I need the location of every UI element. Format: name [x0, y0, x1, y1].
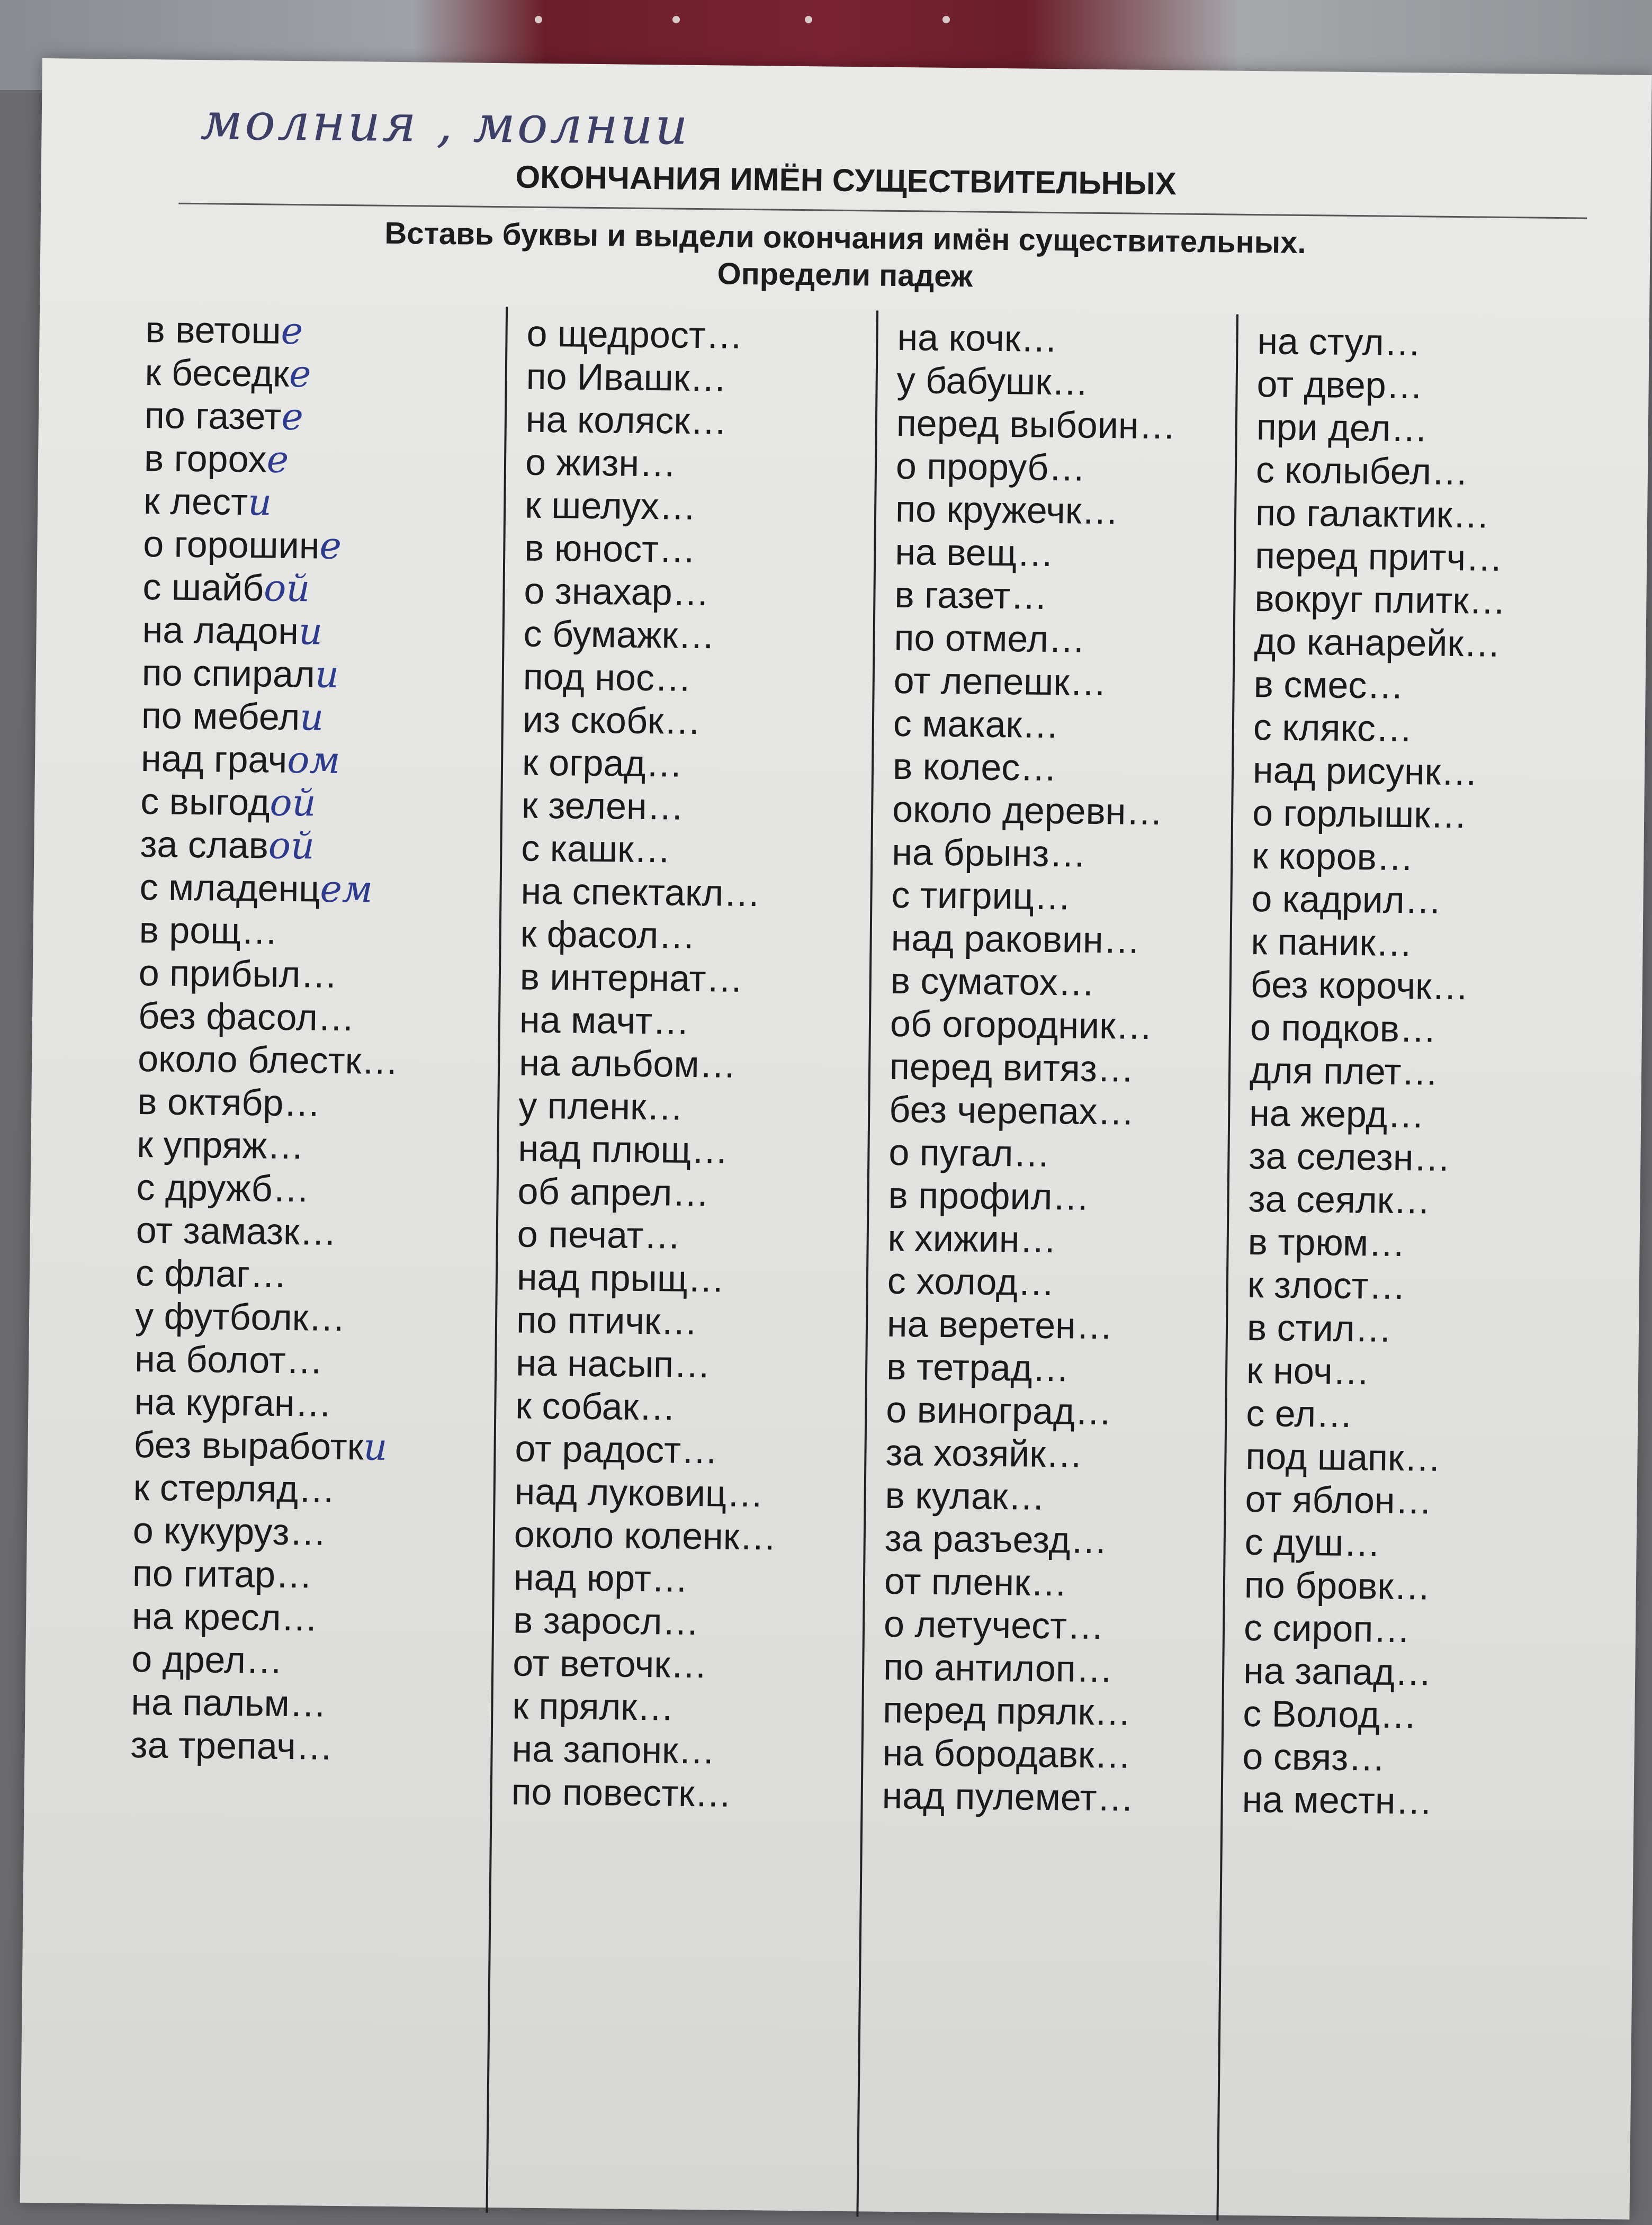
exercise-item: [137, 1080, 398, 1126]
exercise-item: по бровк…: [1244, 1564, 1431, 1608]
exercise-item: о проруб…: [895, 445, 1086, 489]
handwritten-ending: е: [289, 352, 311, 396]
word-stem: в октябр…: [137, 1080, 321, 1124]
exercise-item: к паник…: [1251, 920, 1413, 964]
word-stem: по гитар…: [132, 1552, 313, 1596]
exercise-item: на запонк…: [511, 1728, 716, 1772]
handwritten-ending: ем: [320, 867, 373, 911]
exercise-item: о горлышк…: [1252, 792, 1468, 836]
word-stem: с дружб…: [136, 1166, 310, 1210]
exercise-item: к собак…: [515, 1385, 676, 1428]
exercise-item: от лепешк…: [893, 659, 1107, 704]
exercise-item: [138, 994, 399, 1040]
exercise-item: от двер…: [1256, 363, 1424, 407]
exercise-item: к прялк…: [512, 1685, 675, 1728]
word-stem: на ладон: [142, 609, 299, 652]
exercise-item: в колес…: [892, 745, 1057, 789]
exercise-item: [131, 1681, 392, 1726]
fabric-dot: [805, 16, 812, 23]
exercise-item: на мачт…: [519, 999, 690, 1042]
exercise-item: к коров…: [1251, 835, 1414, 878]
word-stem: к стерляд…: [133, 1466, 336, 1510]
word-stem: о дрел…: [131, 1638, 283, 1681]
exercise-item: в газет…: [894, 573, 1048, 617]
exercise-item: [141, 651, 402, 697]
exercise-item: над юрт…: [513, 1556, 689, 1600]
exercise-item: [136, 1209, 397, 1254]
exercise-item: от радост…: [515, 1428, 719, 1472]
exercise-item: по повестк…: [511, 1771, 732, 1815]
handwritten-ending: ой: [270, 780, 317, 825]
exercise-item: на альбом…: [518, 1042, 737, 1085]
word-column-3: [882, 316, 1177, 1820]
exercise-item: с душ…: [1244, 1521, 1381, 1564]
handwritten-ending: и: [298, 609, 323, 653]
exercise-item: на вещ…: [894, 531, 1054, 575]
word-stem: к беседк: [145, 352, 290, 394]
exercise-item: перед прялк…: [883, 1689, 1132, 1733]
exercise-item: без корочк…: [1250, 963, 1469, 1008]
exercise-item: около коленк…: [514, 1513, 777, 1558]
exercise-item: по отмел…: [894, 616, 1086, 660]
exercise-item: из скобк…: [522, 698, 702, 742]
exercise-item: на бородавк…: [882, 1731, 1132, 1776]
exercise-item: с Волод…: [1242, 1692, 1417, 1736]
exercise-item: [133, 1423, 394, 1469]
exercise-item: [143, 523, 404, 568]
handwritten-ending: ой: [263, 566, 310, 611]
exercise-item: в юност…: [524, 527, 696, 570]
exercise-item: в профил…: [888, 1174, 1090, 1218]
exercise-item: в трюм…: [1247, 1221, 1406, 1264]
exercise-item: по птичк…: [516, 1299, 698, 1343]
exercise-item: с макак…: [893, 702, 1060, 746]
exercise-item: над пулемет…: [882, 1774, 1134, 1819]
exercise-item: [138, 952, 399, 997]
exercise-item: перед витяз…: [889, 1045, 1135, 1090]
exercise-item: [139, 866, 400, 911]
exercise-item: от веточк…: [512, 1642, 708, 1686]
exercise-item: над раковин…: [891, 917, 1141, 961]
exercise-item: [145, 394, 406, 439]
exercise-item: об огородник…: [890, 1002, 1153, 1047]
word-stem: о горошин: [142, 523, 320, 567]
exercise-item: [136, 1166, 397, 1212]
exercise-item: под шапк…: [1245, 1435, 1442, 1479]
exercise-item: [136, 1252, 397, 1297]
word-column-1: [130, 308, 406, 1769]
exercise-item: перед выбоин…: [896, 402, 1176, 447]
exercise-item: на насып…: [515, 1342, 711, 1386]
exercise-item: от пленк…: [884, 1560, 1068, 1604]
handwritten-ending: и: [363, 1425, 388, 1469]
worksheet-page: [20, 58, 1652, 2220]
exercise-item: на запад…: [1243, 1649, 1432, 1693]
exercise-item: [134, 1380, 395, 1426]
exercise-item: к оград…: [522, 741, 683, 785]
handwritten-ending: ой: [268, 823, 315, 868]
exercise-item: за разъезд…: [884, 1517, 1108, 1562]
exercise-item: над плющ…: [518, 1127, 729, 1171]
exercise-item: [138, 1037, 399, 1083]
column-divider: [486, 307, 508, 2213]
word-stem: по спирал: [141, 652, 316, 695]
word-stem: к лест: [143, 480, 248, 523]
exercise-item: с тигриц…: [891, 874, 1072, 918]
word-stem: за трепач…: [130, 1724, 334, 1768]
exercise-item: у пленк…: [518, 1084, 684, 1128]
handwritten-ending: ом: [286, 738, 340, 782]
word-stem: по газет: [144, 394, 282, 437]
instruction-text: Вставь буквы и выдели окончания имён существительных.: [384, 216, 1306, 261]
word-stem: с шайб: [142, 566, 264, 609]
exercise-item: [131, 1638, 392, 1683]
exercise-item: к шелух…: [524, 484, 697, 527]
exercise-item: [132, 1552, 393, 1598]
handwritten-ending: е: [281, 309, 303, 353]
exercise-item: на стул…: [1257, 320, 1422, 364]
exercise-item: под нос…: [523, 656, 692, 699]
word-stem: в рощ…: [139, 909, 279, 952]
handwritten-ending: е: [266, 437, 289, 481]
word-stem: в ветош: [145, 309, 282, 352]
word-stem: с младенц: [139, 866, 320, 910]
exercise-item: по галактик…: [1255, 492, 1490, 536]
word-stem: в горох: [143, 437, 267, 480]
exercise-item: для плет…: [1249, 1049, 1439, 1093]
exercise-item: [144, 437, 405, 482]
fabric-dot: [942, 16, 950, 23]
exercise-item: [132, 1509, 393, 1555]
exercise-item: о подков…: [1250, 1006, 1437, 1050]
handwritten-ending: е: [281, 394, 304, 439]
exercise-item: с кашк…: [521, 827, 671, 871]
word-stem: на курган…: [134, 1380, 333, 1424]
exercise-item: о виноград…: [885, 1388, 1112, 1433]
exercise-item: на жерд…: [1249, 1092, 1425, 1136]
exercise-item: о связ…: [1242, 1735, 1386, 1779]
word-stem: о кукуруз…: [132, 1509, 327, 1553]
exercise-item: на спектакл…: [520, 870, 761, 914]
handwritten-ending: и: [247, 480, 272, 524]
exercise-item: [134, 1338, 396, 1383]
exercise-item: с клякс…: [1253, 706, 1413, 750]
exercise-item: по Ивашк…: [526, 355, 727, 399]
exercise-item: в кулак…: [885, 1474, 1045, 1518]
word-stem: на кресл…: [131, 1595, 318, 1639]
exercise-item: у бабушк…: [896, 359, 1089, 403]
exercise-item: к злост…: [1247, 1263, 1406, 1307]
exercise-item: о пугал…: [888, 1131, 1051, 1175]
exercise-item: до канарейк…: [1254, 621, 1501, 665]
handwritten-ending: е: [319, 524, 342, 568]
exercise-item: вокруг плитк…: [1254, 578, 1506, 622]
instruction-subtext: Определи падеж: [717, 256, 973, 294]
exercise-item: с сироп…: [1243, 1607, 1411, 1650]
exercise-item: [132, 1595, 393, 1640]
exercise-item: о жизн…: [525, 441, 677, 485]
exercise-item: в заросл…: [513, 1599, 699, 1643]
exercise-item: о летучест…: [883, 1603, 1105, 1647]
exercise-item: по кружечк…: [895, 488, 1119, 532]
exercise-item: [141, 694, 402, 740]
exercise-item: в суматох…: [890, 959, 1096, 1003]
exercise-item: на коляск…: [525, 398, 728, 442]
exercise-item: [140, 780, 401, 826]
exercise-item: над луковиц…: [514, 1470, 764, 1515]
exercise-item: [143, 480, 405, 525]
page-title: ОКОНЧАНИЯ ИМЁН СУЩЕСТВИТЕЛЬНЫХ: [515, 159, 1177, 202]
exercise-item: при дел…: [1256, 406, 1428, 450]
word-column-2: [511, 312, 789, 1816]
exercise-item: [142, 608, 403, 654]
exercise-item: на брынз…: [891, 831, 1087, 875]
exercise-item: без черепах…: [888, 1088, 1135, 1133]
exercise-item: на местн…: [1242, 1778, 1433, 1822]
word-stem: от замазк…: [136, 1209, 337, 1253]
handwritten-ending: и: [299, 695, 324, 739]
exercise-item: к хижин…: [887, 1217, 1057, 1261]
word-stem: к упряж…: [137, 1123, 304, 1167]
word-stem: без фасол…: [138, 994, 355, 1039]
exercise-item: с ел…: [1245, 1392, 1353, 1436]
exercise-item: [133, 1466, 394, 1512]
column-divider: [1216, 315, 1238, 2221]
exercise-item: в стил…: [1246, 1306, 1393, 1350]
exercise-item: к ноч…: [1246, 1349, 1370, 1393]
word-stem: по мебел: [141, 695, 300, 738]
exercise-item: [145, 351, 406, 397]
exercise-item: к зелен…: [521, 784, 685, 828]
exercise-item: к фасол…: [520, 913, 696, 957]
word-stem: о прибыл…: [138, 952, 338, 995]
exercise-item: за хозяйк…: [885, 1431, 1083, 1475]
fabric-dot: [535, 16, 542, 23]
word-column-4: [1242, 320, 1509, 1824]
handwritten-note: молния , молнии: [200, 92, 690, 156]
exercise-item: в смес…: [1253, 663, 1404, 706]
exercise-item: от яблон…: [1245, 1478, 1433, 1522]
exercise-item: о печат…: [517, 1213, 681, 1257]
column-divider: [856, 311, 878, 2217]
exercise-item: [141, 737, 402, 783]
exercise-item: в интернат…: [519, 956, 743, 1000]
exercise-item: над прыщ…: [516, 1256, 725, 1300]
handwritten-ending: и: [315, 652, 339, 696]
exercise-item: на веретен…: [886, 1303, 1114, 1347]
exercise-item: [135, 1295, 396, 1340]
word-stem: без выработк: [133, 1423, 364, 1468]
exercise-item: о кадрил…: [1251, 878, 1442, 921]
exercise-item: около деревн…: [892, 788, 1163, 833]
word-stem: с выгод: [140, 780, 270, 823]
exercise-item: [139, 909, 400, 954]
word-stem: на болот…: [134, 1338, 324, 1381]
exercise-item: о щедрост…: [526, 312, 743, 356]
exercise-item: с холод…: [887, 1260, 1055, 1304]
word-stem: над грач: [140, 738, 288, 780]
exercise-item: с бумажк…: [523, 613, 715, 657]
exercise-item: по антилоп…: [883, 1646, 1114, 1690]
word-stem: с флаг…: [135, 1252, 288, 1295]
exercise-item: в тетрад…: [886, 1345, 1070, 1389]
exercise-item: с колыбел…: [1255, 449, 1469, 493]
exercise-item: над рисунк…: [1252, 749, 1478, 793]
exercise-item: [137, 1123, 398, 1169]
fabric-dot: [672, 16, 680, 23]
exercise-item: о знахар…: [524, 570, 710, 614]
word-stem: у футболк…: [134, 1295, 346, 1339]
exercise-item: об апрел…: [517, 1170, 710, 1214]
exercise-item: за сеялк…: [1248, 1178, 1431, 1222]
word-stem: на пальм…: [131, 1681, 327, 1725]
exercise-item: [140, 823, 401, 868]
exercise-item: перед притч…: [1254, 535, 1503, 579]
word-stem: около блестк…: [137, 1037, 399, 1082]
exercise-item: [142, 566, 403, 611]
exercise-item: [145, 308, 406, 354]
exercise-item: на кочк…: [897, 316, 1058, 360]
word-stem: за слав: [140, 823, 269, 866]
exercise-item: [130, 1724, 391, 1769]
exercise-item: за селезн…: [1249, 1135, 1451, 1179]
